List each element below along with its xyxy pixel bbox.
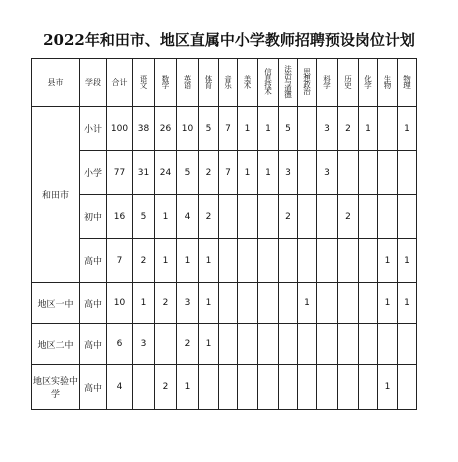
value-cell: [238, 324, 258, 365]
value-cell: [298, 195, 317, 239]
header-subject-label: 生物: [383, 74, 392, 88]
value-cell: 1: [398, 107, 417, 151]
header-subject: [298, 59, 317, 107]
value-cell: 1: [199, 283, 219, 324]
value-cell: [378, 195, 398, 239]
value-cell: 2: [279, 195, 298, 239]
table-row: [32, 239, 417, 283]
table-row: [32, 324, 417, 365]
header-subject-label: 化学: [363, 74, 373, 88]
header-subject-label: 语文: [139, 74, 148, 88]
county-cell: 地区实验中学: [32, 365, 80, 410]
value-cell: 1: [199, 239, 219, 283]
header-subject: [279, 59, 298, 107]
value-cell: 3: [317, 151, 338, 195]
value-cell: [359, 239, 378, 283]
value-cell: 7: [219, 107, 238, 151]
value-cell: [378, 324, 398, 365]
stage-cell: 高中: [80, 365, 107, 410]
value-cell: [317, 324, 338, 365]
header-subject-label: 信息技术: [263, 68, 273, 94]
value-cell: [219, 324, 238, 365]
header-stage: 学段: [80, 59, 107, 107]
table-row: [32, 107, 417, 151]
value-cell: [155, 324, 177, 365]
header-subject: [359, 59, 378, 107]
value-cell: [359, 324, 378, 365]
value-cell: [317, 365, 338, 410]
value-cell: [133, 365, 155, 410]
value-cell: 5: [279, 107, 298, 151]
header-subject-label: 法治与道德: [283, 64, 293, 98]
value-cell: 1: [133, 283, 155, 324]
value-cell: 2: [133, 239, 155, 283]
value-cell: 2: [155, 283, 177, 324]
header-subject: [133, 59, 155, 107]
header-row: [32, 59, 417, 107]
value-cell: [378, 151, 398, 195]
value-cell: [398, 365, 417, 410]
value-cell: 2: [199, 195, 219, 239]
value-cell: 38: [133, 107, 155, 151]
value-cell: [298, 107, 317, 151]
county-cell: 和田市: [32, 107, 80, 283]
value-cell: [219, 195, 238, 239]
header-subject: [177, 59, 199, 107]
value-cell: 1: [177, 365, 199, 410]
stage-cell: 高中: [80, 283, 107, 324]
stage-cell: 初中: [80, 195, 107, 239]
value-cell: [238, 365, 258, 410]
value-cell: [279, 283, 298, 324]
county-cell: 地区一中: [32, 283, 80, 324]
value-cell: 24: [155, 151, 177, 195]
value-cell: 2: [338, 195, 359, 239]
header-subject-label: 数学: [161, 74, 170, 88]
total-cell: 6: [107, 324, 133, 365]
value-cell: [219, 239, 238, 283]
value-cell: [279, 239, 298, 283]
header-subject-label: 美术: [243, 74, 252, 88]
header-subject: [378, 59, 398, 107]
header-total: 合计: [107, 59, 133, 107]
value-cell: [338, 151, 359, 195]
header-subject: [155, 59, 177, 107]
stage-cell: 小计: [80, 107, 107, 151]
value-cell: [219, 283, 238, 324]
value-cell: [359, 151, 378, 195]
header-subject: [398, 59, 417, 107]
value-cell: 1: [199, 324, 219, 365]
value-cell: [258, 324, 279, 365]
value-cell: [398, 324, 417, 365]
value-cell: 1: [238, 151, 258, 195]
value-cell: [298, 239, 317, 283]
value-cell: [258, 239, 279, 283]
value-cell: [317, 239, 338, 283]
stage-cell: 小学: [80, 151, 107, 195]
total-cell: 7: [107, 239, 133, 283]
value-cell: [258, 195, 279, 239]
header-subject-label: 思想政治: [302, 68, 312, 94]
value-cell: 2: [155, 365, 177, 410]
header-subject-label: 英语: [183, 74, 192, 88]
value-cell: 3: [317, 107, 338, 151]
value-cell: 1: [398, 239, 417, 283]
total-cell: 100: [107, 107, 133, 151]
value-cell: 5: [177, 151, 199, 195]
value-cell: [359, 195, 378, 239]
stage-cell: 高中: [80, 239, 107, 283]
table-row: [32, 195, 417, 239]
value-cell: 10: [177, 107, 199, 151]
value-cell: 4: [177, 195, 199, 239]
header-subject: [219, 59, 238, 107]
value-cell: [338, 324, 359, 365]
header-subject-label: 音乐: [223, 74, 233, 88]
value-cell: [199, 365, 219, 410]
header-subject-label: 科学: [322, 74, 332, 88]
table-row: [32, 151, 417, 195]
value-cell: 7: [219, 151, 238, 195]
value-cell: [338, 239, 359, 283]
value-cell: 3: [133, 324, 155, 365]
value-cell: [378, 107, 398, 151]
value-cell: [338, 283, 359, 324]
value-cell: [298, 324, 317, 365]
header-subject-label: 物理: [402, 74, 412, 88]
header-subject-label: 体育: [204, 74, 213, 88]
value-cell: 1: [177, 239, 199, 283]
value-cell: 1: [258, 151, 279, 195]
total-cell: 77: [107, 151, 133, 195]
value-cell: [258, 365, 279, 410]
value-cell: [279, 324, 298, 365]
value-cell: [238, 283, 258, 324]
value-cell: [279, 365, 298, 410]
page-title: 2022年和田市、地区直属中小学教师招聘预设岗位计划: [43, 31, 415, 49]
table-row: [32, 365, 417, 410]
header-subject: [238, 59, 258, 107]
value-cell: 1: [378, 239, 398, 283]
value-cell: 1: [155, 239, 177, 283]
value-cell: 2: [177, 324, 199, 365]
value-cell: [298, 151, 317, 195]
value-cell: 1: [378, 365, 398, 410]
total-cell: 16: [107, 195, 133, 239]
value-cell: 1: [359, 107, 378, 151]
total-cell: 4: [107, 365, 133, 410]
value-cell: 5: [133, 195, 155, 239]
value-cell: [398, 151, 417, 195]
value-cell: [338, 365, 359, 410]
header-subject-label: 历史: [343, 74, 353, 88]
value-cell: 26: [155, 107, 177, 151]
value-cell: [238, 195, 258, 239]
value-cell: 1: [298, 283, 317, 324]
value-cell: [359, 365, 378, 410]
value-cell: [258, 283, 279, 324]
value-cell: [317, 283, 338, 324]
value-cell: 1: [238, 107, 258, 151]
table-row: [32, 283, 417, 324]
value-cell: [298, 365, 317, 410]
value-cell: 2: [338, 107, 359, 151]
header-subject: [258, 59, 279, 107]
header-subject: [317, 59, 338, 107]
value-cell: [219, 365, 238, 410]
value-cell: [398, 195, 417, 239]
recruitment-table: [31, 58, 417, 410]
header-subject: [338, 59, 359, 107]
value-cell: [359, 283, 378, 324]
value-cell: 3: [279, 151, 298, 195]
value-cell: 1: [378, 283, 398, 324]
header-county: 县市: [32, 59, 80, 107]
stage-cell: 高中: [80, 324, 107, 365]
value-cell: 5: [199, 107, 219, 151]
value-cell: [238, 239, 258, 283]
value-cell: 1: [155, 195, 177, 239]
value-cell: 31: [133, 151, 155, 195]
value-cell: 2: [199, 151, 219, 195]
header-subject: [199, 59, 219, 107]
county-cell: 地区二中: [32, 324, 80, 365]
value-cell: 3: [177, 283, 199, 324]
value-cell: 1: [258, 107, 279, 151]
total-cell: 10: [107, 283, 133, 324]
value-cell: 1: [398, 283, 417, 324]
value-cell: [317, 195, 338, 239]
